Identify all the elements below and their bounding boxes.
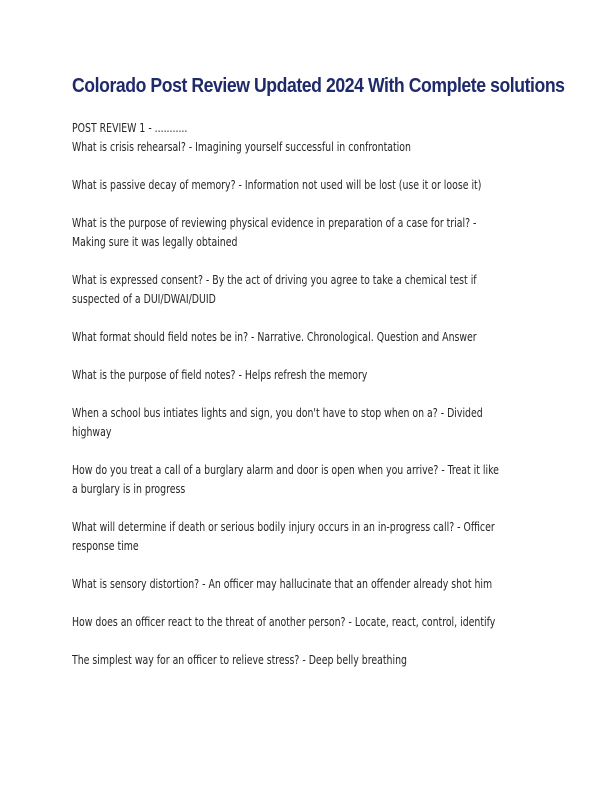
section-heading (72, 118, 542, 137)
qa-item-field-notes-format (72, 327, 542, 346)
qa-item-crisis-rehearsal (72, 137, 542, 156)
entry-line: What format should field notes be in? - Narrative. Chronological. Question and Answer (72, 329, 477, 344)
entry-line: What is expressed consent? - By the act of driving you agree to take a chemical test if (72, 272, 477, 287)
entry-line: What is sensory distortion? - An officer may hallucinate that an offender already shot him (72, 576, 493, 591)
entry-line: What is the purpose of field notes? - Helps refresh the memory (72, 367, 368, 382)
entry-line: How do you treat a call of a burglary alarm and door is open when you arrive? - Treat it like (72, 462, 499, 477)
qa-item-sensory-distortion (72, 574, 542, 593)
entry-line: What is crisis rehearsal? - Imagining yourself successful in confrontation (72, 139, 411, 154)
entry-line: When a school bus intiates lights and sign, you don't have to stop when on a? - Divided (72, 405, 483, 420)
qa-item-burglary-alarm (72, 460, 542, 498)
qa-item-expressed-consent (72, 270, 542, 308)
entry-line: The simplest way for an officer to relieve stress? - Deep belly breathing (72, 652, 407, 667)
qa-item-relieve-stress (72, 650, 542, 669)
qa-item-passive-decay (72, 175, 542, 194)
entry-line: What will determine if death or serious bodily injury occurs in an in-progress call? - Officer (72, 519, 495, 534)
qa-item-threat-reaction (72, 612, 542, 631)
entry-line: Making sure it was legally obtained (72, 234, 238, 249)
entry-line: a burglary is in progress (72, 481, 186, 496)
entry-line: response time (72, 538, 139, 553)
entry-line: What is passive decay of memory? - Information not used will be lost (use it or loose it) (72, 177, 482, 192)
document-title: Colorado Post Review Updated 2024 With Complete solutions (72, 74, 565, 97)
entry-line: How does an officer react to the threat of another person? - Locate, react, control, identify (72, 614, 496, 629)
entry-line: suspected of a DUI/DWAI/DUID (72, 291, 216, 306)
qa-item-field-notes-purpose (72, 365, 542, 384)
document-body (72, 118, 542, 688)
qa-item-school-bus (72, 403, 542, 441)
entry-line: highway (72, 424, 112, 439)
entry-line: What is the purpose of reviewing physical evidence in preparation of a case for trial? - (72, 215, 477, 230)
qa-item-physical-evidence (72, 213, 542, 251)
entry-line: POST REVIEW 1 - ........... (72, 120, 188, 135)
qa-item-in-progress-call (72, 517, 542, 555)
